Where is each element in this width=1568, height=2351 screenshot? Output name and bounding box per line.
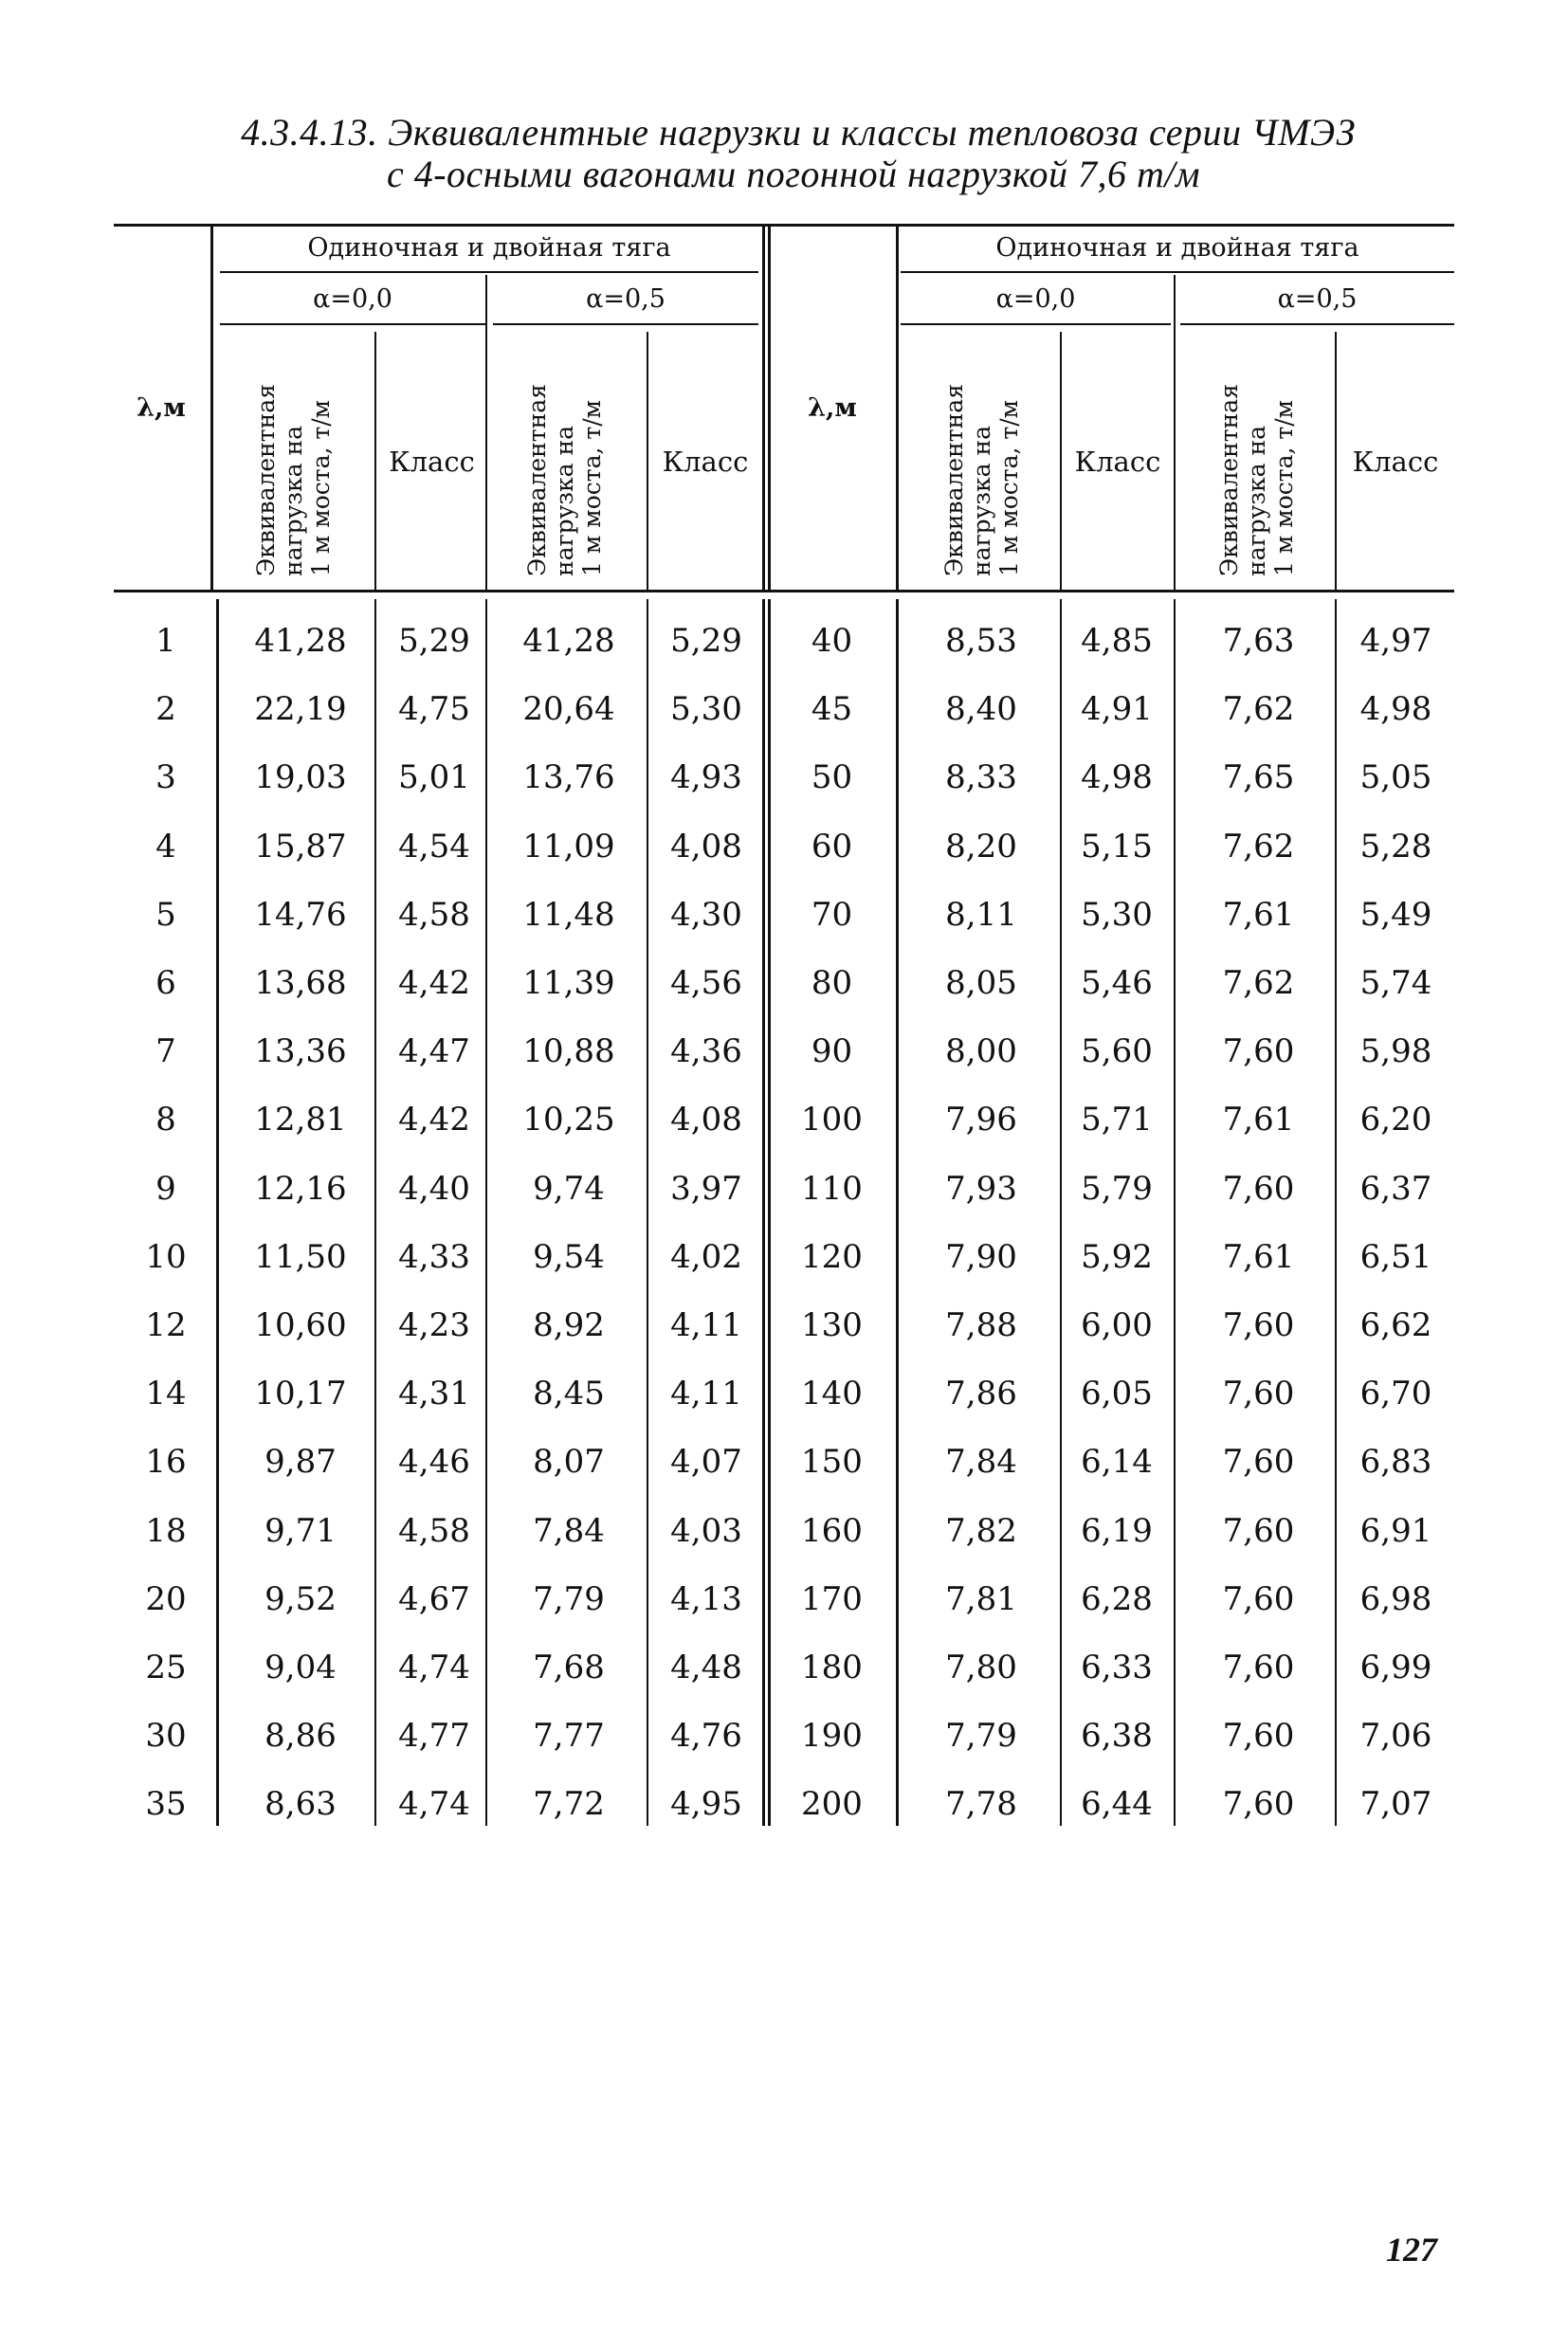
cell-class-a0-left: 4,58: [398, 896, 470, 934]
cell-class-a0-right: 6,00: [1081, 1306, 1153, 1344]
cell-load-a05-left: 20,64: [522, 690, 615, 728]
cell-load-a0-left: 14,76: [254, 896, 347, 934]
cell-load-a05-right: 7,60: [1222, 1170, 1295, 1208]
load-line-2: нагрузка на: [1243, 425, 1270, 576]
cell-load-a0-left: 8,86: [264, 1717, 337, 1755]
cell-load-a0-right: 7,79: [945, 1717, 1017, 1755]
cell-class-a05-left: 5,29: [670, 622, 742, 660]
left-load-a05-header: [523, 384, 606, 576]
header-vline-1: [210, 226, 213, 590]
cell-class-a05-left: 4,03: [670, 1512, 742, 1550]
cell-class-a05-right: 6,83: [1359, 1443, 1432, 1481]
cell-load-a05-right: 7,62: [1222, 690, 1295, 728]
cell-class-a05-right: 4,98: [1359, 690, 1432, 728]
cell-lambda-right: 200: [801, 1785, 863, 1823]
table-row: [0, 1770, 1568, 1838]
cell-class-a05-left: 4,76: [670, 1717, 742, 1755]
cell-load-a0-left: 10,17: [254, 1375, 347, 1412]
cell-lambda-left: 3: [155, 758, 176, 796]
left-lambda-header: λ,м: [137, 393, 186, 423]
cell-load-a05-left: 8,92: [533, 1306, 605, 1344]
load-line-1: Эквивалентная: [940, 384, 968, 576]
cell-load-a0-right: 7,86: [945, 1375, 1017, 1412]
cell-class-a05-left: 4,95: [670, 1785, 742, 1823]
cell-lambda-left: 35: [145, 1785, 187, 1823]
left-group-rule: [220, 271, 758, 273]
load-line-3: 1 м моста, т/м: [578, 399, 606, 576]
cell-class-a0-left: 4,31: [398, 1375, 470, 1412]
cell-load-a0-left: 19,03: [254, 758, 347, 796]
header-bottom-rule: [114, 590, 1454, 592]
cell-lambda-left: 6: [155, 964, 176, 1002]
right-class-a05-header: Класс: [1352, 446, 1439, 478]
header-vline-2: [374, 332, 376, 590]
cell-class-a05-left: 4,48: [670, 1649, 742, 1686]
cell-lambda-right: 70: [811, 896, 853, 934]
right-alpha-05-label: α=0,5: [1277, 284, 1358, 314]
cell-lambda-left: 4: [155, 828, 176, 866]
cell-class-a0-left: 4,75: [398, 690, 470, 728]
cell-class-a05-right: 6,62: [1359, 1306, 1432, 1344]
cell-class-a05-left: 4,02: [670, 1238, 742, 1276]
cell-load-a05-left: 7,72: [533, 1785, 605, 1823]
cell-class-a05-left: 5,30: [670, 690, 742, 728]
cell-class-a0-right: 5,30: [1081, 896, 1153, 934]
cell-class-a05-right: 6,51: [1359, 1238, 1432, 1276]
left-load-a0-header: [252, 384, 335, 576]
cell-class-a0-right: 5,46: [1081, 964, 1153, 1002]
cell-load-a0-left: 13,68: [254, 964, 347, 1002]
cell-load-a05-left: 9,54: [533, 1238, 605, 1276]
cell-load-a05-right: 7,61: [1222, 1101, 1295, 1139]
caption-line-2: с 4-осными вагонами погонной нагрузкой 7,6 т/м: [386, 153, 1201, 195]
table-row: [0, 1155, 1568, 1223]
table-row: [0, 1223, 1568, 1291]
cell-class-a0-right: 6,28: [1081, 1580, 1153, 1618]
cell-lambda-right: 50: [811, 758, 853, 796]
cell-lambda-left: 1: [155, 622, 176, 660]
cell-class-a0-left: 4,54: [398, 828, 470, 866]
cell-class-a05-right: 5,98: [1359, 1032, 1432, 1070]
cell-lambda-right: 140: [801, 1375, 863, 1412]
cell-lambda-left: 9: [155, 1170, 176, 1208]
table-row: [0, 1359, 1568, 1428]
table-caption: [0, 112, 1568, 195]
cell-class-a0-right: 5,71: [1081, 1101, 1153, 1139]
cell-load-a0-right: 8,11: [945, 896, 1017, 934]
cell-load-a05-right: 7,63: [1222, 622, 1295, 660]
cell-load-a05-right: 7,60: [1222, 1717, 1295, 1755]
load-line-3: 1 м моста, т/м: [995, 399, 1023, 576]
cell-load-a0-right: 7,82: [945, 1512, 1017, 1550]
cell-class-a05-left: 4,93: [670, 758, 742, 796]
cell-load-a0-right: 8,20: [945, 828, 1017, 866]
cell-class-a05-right: 4,97: [1359, 622, 1432, 660]
table-row: [0, 812, 1568, 881]
left-alpha-0-label: α=0,0: [313, 284, 392, 314]
cell-lambda-right: 80: [811, 964, 853, 1002]
load-line-2: нагрузка на: [280, 425, 307, 576]
cell-lambda-left: 30: [145, 1717, 187, 1755]
cell-load-a0-right: 7,78: [945, 1785, 1017, 1823]
table-row: [0, 1017, 1568, 1085]
cell-lambda-right: 45: [811, 690, 853, 728]
cell-class-a05-right: 6,20: [1359, 1101, 1432, 1139]
cell-class-a0-right: 5,15: [1081, 828, 1153, 866]
load-line-1: Эквивалентная: [1215, 384, 1243, 576]
header-vline-4: [647, 332, 648, 590]
cell-lambda-left: 10: [145, 1238, 187, 1276]
right-lambda-header: λ,м: [808, 393, 857, 423]
cell-load-a05-left: 7,77: [533, 1717, 605, 1755]
right-alpha-0-label: α=0,0: [995, 284, 1076, 314]
right-load-a05-header: [1215, 384, 1298, 576]
table-row: [0, 1565, 1568, 1633]
cell-class-a0-left: 4,42: [398, 1101, 470, 1139]
cell-load-a0-left: 41,28: [254, 622, 347, 660]
table-row: [0, 1702, 1568, 1770]
cell-lambda-right: 40: [811, 622, 853, 660]
cell-class-a05-left: 4,11: [670, 1375, 742, 1412]
cell-load-a0-right: 8,05: [945, 964, 1017, 1002]
cell-lambda-right: 160: [801, 1512, 863, 1550]
cell-class-a05-right: 6,37: [1359, 1170, 1432, 1208]
table-row: [0, 1085, 1568, 1154]
cell-lambda-right: 130: [801, 1306, 863, 1344]
cell-lambda-right: 170: [801, 1580, 863, 1618]
load-line-3: 1 м моста, т/м: [1270, 399, 1298, 576]
cell-class-a0-left: 4,74: [398, 1785, 470, 1823]
cell-load-a05-right: 7,60: [1222, 1443, 1295, 1481]
left-class-a0-header: Класс: [389, 446, 475, 478]
cell-class-a0-left: 4,58: [398, 1512, 470, 1550]
cell-class-a0-right: 4,85: [1081, 622, 1153, 660]
left-class-a05-header: Класс: [662, 446, 749, 478]
cell-lambda-right: 60: [811, 828, 853, 866]
cell-load-a05-left: 7,84: [533, 1512, 605, 1550]
cell-load-a0-left: 9,87: [264, 1443, 337, 1481]
header-vline-8: [1174, 275, 1176, 590]
cell-class-a05-right: 7,07: [1359, 1785, 1432, 1823]
table-row: [0, 743, 1568, 811]
cell-class-a0-right: 5,79: [1081, 1170, 1153, 1208]
cell-load-a0-right: 8,00: [945, 1032, 1017, 1070]
load-line-2: нагрузка на: [551, 425, 578, 576]
page-number: 127: [1386, 2231, 1437, 2269]
cell-class-a0-left: 4,42: [398, 964, 470, 1002]
cell-class-a05-right: 5,49: [1359, 896, 1432, 934]
cell-load-a0-left: 12,16: [254, 1170, 347, 1208]
cell-class-a0-left: 4,40: [398, 1170, 470, 1208]
header-top-rule: [114, 224, 1454, 227]
table-row: [0, 881, 1568, 949]
cell-load-a05-left: 10,88: [522, 1032, 615, 1070]
cell-class-a05-left: 4,13: [670, 1580, 742, 1618]
cell-lambda-left: 2: [155, 690, 176, 728]
cell-lambda-right: 120: [801, 1238, 863, 1276]
right-group-rule: [901, 271, 1454, 273]
cell-class-a0-right: 6,38: [1081, 1717, 1153, 1755]
cell-load-a0-left: 12,81: [254, 1101, 347, 1139]
cell-class-a0-right: 5,60: [1081, 1032, 1153, 1070]
left-alpha-rule-a: [220, 323, 485, 325]
cell-load-a05-left: 13,76: [522, 758, 615, 796]
cell-lambda-left: 8: [155, 1101, 176, 1139]
cell-load-a0-left: 15,87: [254, 828, 347, 866]
cell-load-a0-left: 11,50: [254, 1238, 347, 1276]
cell-class-a05-left: 4,11: [670, 1306, 742, 1344]
cell-load-a05-right: 7,60: [1222, 1785, 1295, 1823]
cell-load-a05-left: 7,68: [533, 1649, 605, 1686]
cell-class-a0-right: 5,92: [1081, 1238, 1153, 1276]
cell-class-a05-left: 4,08: [670, 828, 742, 866]
cell-class-a05-left: 4,08: [670, 1101, 742, 1139]
cell-class-a0-left: 4,33: [398, 1238, 470, 1276]
cell-class-a0-right: 6,19: [1081, 1512, 1153, 1550]
cell-load-a05-left: 11,39: [522, 964, 615, 1002]
table-row: [0, 1497, 1568, 1565]
cell-load-a05-left: 8,07: [533, 1443, 605, 1481]
cell-class-a05-right: 5,05: [1359, 758, 1432, 796]
table-row: [0, 1633, 1568, 1702]
cell-class-a0-right: 4,98: [1081, 758, 1153, 796]
cell-load-a05-right: 7,60: [1222, 1580, 1295, 1618]
cell-lambda-right: 180: [801, 1649, 863, 1686]
cell-lambda-right: 190: [801, 1717, 863, 1755]
cell-load-a05-left: 11,09: [522, 828, 615, 866]
cell-class-a0-right: 4,91: [1081, 690, 1153, 728]
cell-load-a0-right: 7,81: [945, 1580, 1017, 1618]
cell-lambda-right: 100: [801, 1101, 863, 1139]
cell-load-a05-right: 7,60: [1222, 1649, 1295, 1686]
cell-lambda-left: 16: [145, 1443, 187, 1481]
cell-load-a05-left: 8,45: [533, 1375, 605, 1412]
left-alpha-rule-b: [493, 323, 758, 325]
table-row: [0, 949, 1568, 1017]
cell-class-a05-right: 7,06: [1359, 1717, 1432, 1755]
right-group-label: Одиночная и двойная тяга: [995, 233, 1359, 263]
cell-class-a0-left: 4,46: [398, 1443, 470, 1481]
cell-load-a0-right: 7,84: [945, 1443, 1017, 1481]
cell-load-a05-right: 7,62: [1222, 828, 1295, 866]
cell-load-a0-right: 8,40: [945, 690, 1017, 728]
cell-class-a05-right: 6,99: [1359, 1649, 1432, 1686]
cell-class-a0-left: 4,23: [398, 1306, 470, 1344]
cell-lambda-left: 5: [155, 896, 176, 934]
table-row: [0, 1428, 1568, 1496]
cell-class-a05-right: 5,28: [1359, 828, 1432, 866]
cell-load-a0-right: 8,33: [945, 758, 1017, 796]
cell-load-a05-right: 7,61: [1222, 1238, 1295, 1276]
cell-load-a05-right: 7,60: [1222, 1375, 1295, 1412]
cell-lambda-right: 150: [801, 1443, 863, 1481]
cell-load-a05-right: 7,62: [1222, 964, 1295, 1002]
cell-load-a0-left: 13,36: [254, 1032, 347, 1070]
header-vline-3: [485, 275, 487, 590]
cell-class-a0-left: 4,77: [398, 1717, 470, 1755]
cell-load-a0-left: 8,63: [264, 1785, 337, 1823]
cell-class-a05-right: 6,91: [1359, 1512, 1432, 1550]
cell-load-a05-left: 7,79: [533, 1580, 605, 1618]
load-line-3: 1 м моста, т/м: [307, 399, 335, 576]
cell-class-a05-left: 4,36: [670, 1032, 742, 1070]
cell-load-a05-left: 10,25: [522, 1101, 615, 1139]
cell-load-a0-right: 7,88: [945, 1306, 1017, 1344]
cell-class-a0-left: 4,74: [398, 1649, 470, 1686]
cell-load-a05-left: 41,28: [522, 622, 615, 660]
cell-lambda-left: 12: [145, 1306, 187, 1344]
cell-load-a0-left: 22,19: [254, 690, 347, 728]
cell-load-a0-left: 9,71: [264, 1512, 337, 1550]
cell-load-a0-right: 7,90: [945, 1238, 1017, 1276]
cell-load-a0-left: 10,60: [254, 1306, 347, 1344]
cell-class-a0-right: 6,33: [1081, 1649, 1153, 1686]
cell-class-a0-right: 6,14: [1081, 1443, 1153, 1481]
cell-lambda-left: 7: [155, 1032, 176, 1070]
cell-class-a05-right: 6,98: [1359, 1580, 1432, 1618]
cell-load-a05-right: 7,61: [1222, 896, 1295, 934]
load-line-1: Эквивалентная: [523, 384, 551, 576]
cell-load-a0-left: 9,52: [264, 1580, 337, 1618]
cell-load-a0-right: 7,93: [945, 1170, 1017, 1208]
cell-class-a05-left: 4,56: [670, 964, 742, 1002]
left-group-label: Одиночная и двойная тяга: [307, 233, 671, 263]
left-alpha-05-label: α=0,5: [586, 284, 665, 314]
cell-load-a05-left: 9,74: [533, 1170, 605, 1208]
cell-load-a05-right: 7,60: [1222, 1032, 1295, 1070]
cell-class-a0-left: 5,29: [398, 622, 470, 660]
load-line-1: Эквивалентная: [252, 384, 280, 576]
cell-lambda-right: 110: [801, 1170, 863, 1208]
right-alpha-rule-b: [1180, 323, 1454, 325]
cell-load-a05-right: 7,60: [1222, 1512, 1295, 1550]
cell-load-a05-left: 11,48: [522, 896, 615, 934]
cell-class-a0-left: 4,47: [398, 1032, 470, 1070]
cell-class-a0-right: 6,05: [1081, 1375, 1153, 1412]
cell-load-a0-right: 7,80: [945, 1649, 1017, 1686]
cell-load-a05-right: 7,60: [1222, 1306, 1295, 1344]
cell-lambda-left: 25: [145, 1649, 187, 1686]
cell-class-a05-left: 4,07: [670, 1443, 742, 1481]
load-line-2: нагрузка на: [968, 425, 995, 576]
header-vline-5a: [762, 226, 765, 590]
cell-class-a05-left: 3,97: [670, 1170, 742, 1208]
table-row: [0, 675, 1568, 743]
cell-lambda-left: 18: [145, 1512, 187, 1550]
cell-load-a05-right: 7,65: [1222, 758, 1295, 796]
cell-class-a0-left: 5,01: [398, 758, 470, 796]
cell-lambda-left: 14: [145, 1375, 187, 1412]
cell-class-a0-right: 6,44: [1081, 1785, 1153, 1823]
cell-class-a05-right: 6,70: [1359, 1375, 1432, 1412]
cell-lambda-left: 20: [145, 1580, 187, 1618]
right-alpha-rule-a: [901, 323, 1171, 325]
table-row: [0, 1291, 1568, 1359]
cell-load-a0-left: 9,04: [264, 1649, 337, 1686]
cell-load-a0-right: 7,96: [945, 1101, 1017, 1139]
right-class-a0-header: Класс: [1074, 446, 1161, 478]
cell-lambda-right: 90: [811, 1032, 853, 1070]
header-vline-6: [896, 226, 899, 590]
cell-class-a0-left: 4,67: [398, 1580, 470, 1618]
caption-line-1: 4.3.4.13. Эквивалентные нагрузки и классы тепловоза серии ЧМЭЗ: [241, 111, 1356, 154]
cell-load-a0-right: 8,53: [945, 622, 1017, 660]
right-load-a0-header: [940, 384, 1023, 576]
table-row: [0, 607, 1568, 675]
cell-class-a05-left: 4,30: [670, 896, 742, 934]
cell-class-a05-right: 5,74: [1359, 964, 1432, 1002]
